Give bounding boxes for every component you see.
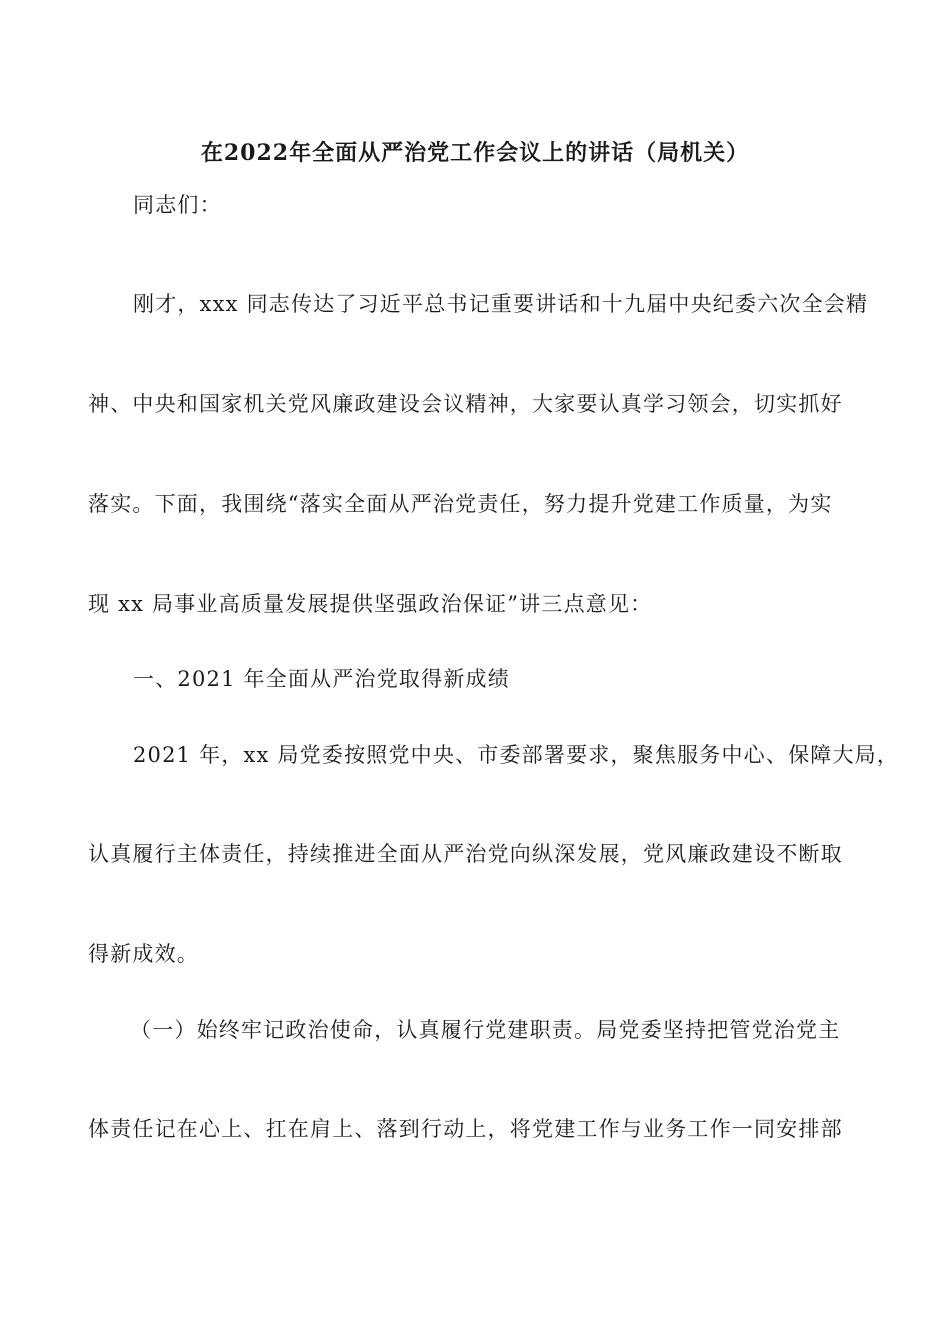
intro-line-2: 神、中央和国家机关党风廉政建设会议精神，大家要认真学习领会，切实抓好 xyxy=(88,392,843,416)
intro-line-4: 现 xx 局事业高质量发展提供坚强政治保证”讲三点意见： xyxy=(88,592,653,616)
section-para1-line-1: 2021 年，xx 局党委按照党中央、市委部署要求，聚焦服务中心、保障大局， xyxy=(133,743,900,767)
section-para1-line-3: 得新成效。 xyxy=(88,942,199,966)
section-para1-line-2: 认真履行主体责任，持续推进全面从严治党向纵深发展，党风廉政建设不断取 xyxy=(88,842,843,866)
intro-line-3: 落实。下面，我围绕“落实全面从严治党责任，努力提升党建工作质量，为实 xyxy=(88,492,833,516)
document-title: 在2022年全面从严治党工作会议上的讲话（局机关） xyxy=(200,140,750,166)
intro-line-1: 刚才，xxx 同志传达了习近平总书记重要讲话和十九届中央纪委六次全会精 xyxy=(133,292,869,316)
section-para2-line-1: （一）始终牢记政治使命，认真履行党建职责。局党委坚持把管党治党主 xyxy=(130,1018,841,1042)
salutation: 同志们： xyxy=(133,193,222,217)
section-heading: 一、2021 年全面从严治党取得新成绩 xyxy=(133,667,510,691)
section-para2-line-2: 体责任记在心上、扛在肩上、落到行动上，将党建工作与业务工作一同安排部 xyxy=(88,1117,843,1141)
